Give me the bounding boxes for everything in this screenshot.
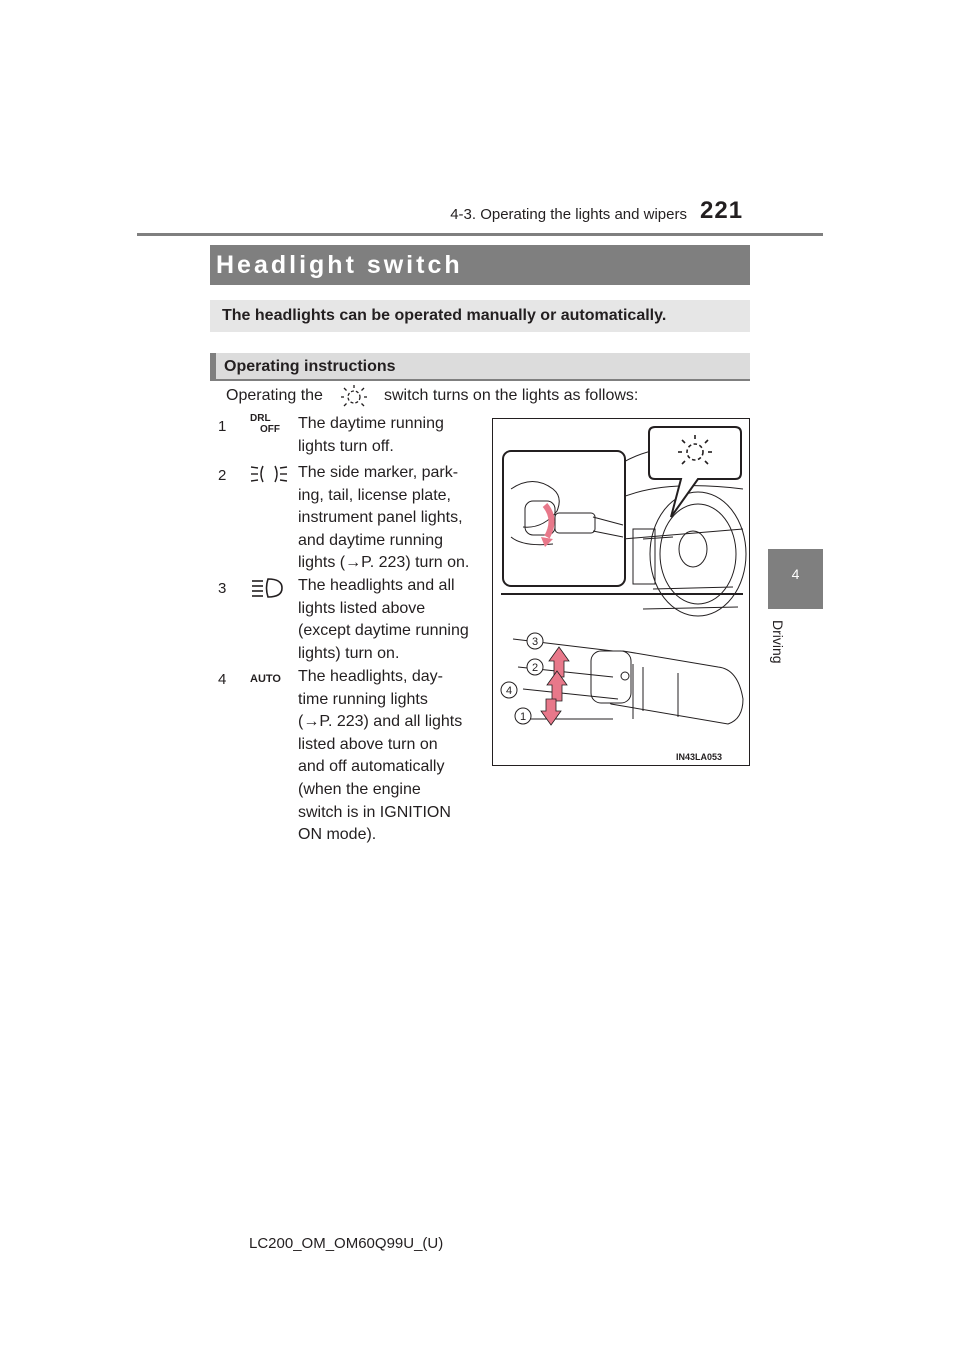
auto-icon: AUTO [250,673,281,685]
item-3-text [298,575,478,665]
item-line: (→P. 223) and all lights [298,713,463,731]
item-line: (except daytime running [298,622,469,640]
side-marker-lights-icon [250,462,288,486]
item-1-text [298,413,478,458]
headlight-switch-icon [340,384,368,410]
item-line: (when the engine [298,780,421,798]
item-number: 2 [218,467,227,484]
callout-label: 2 [531,662,539,674]
item-line: and daytime running [298,531,443,549]
item-line: The side marker, park- [298,464,459,481]
off-icon-label: OFF [260,424,280,435]
chapter-label-wrap [770,620,786,680]
headlight-switch-illustration [492,418,750,766]
header-section-title: 4-3. Operating the lights and wipers [450,206,687,223]
item-line: lights) turn on. [298,644,400,662]
item-line: lights listed above [298,599,426,617]
drl-icon-label: DRL [250,413,271,424]
item-2-text [298,462,478,575]
section-heading-accent [210,353,216,381]
item-line: instrument panel lights, [298,509,463,527]
illustration-svg [493,419,750,766]
intro-suffix: switch turns on the lights as follows: [384,387,639,404]
callout-label: 1 [519,711,527,723]
item-line: The daytime running [298,415,444,432]
item-line: time running lights [298,690,428,708]
item-line: lights turn off. [298,437,394,455]
item-number: 1 [218,418,227,435]
item-line: The headlights and all [298,577,455,594]
item-line: ON mode). [298,826,377,844]
item-line: and off automatically [298,758,445,776]
callout-label: 3 [531,636,539,648]
section-heading: Operating instructions [224,358,396,375]
item-number: 4 [218,671,227,688]
header-rule [137,233,823,236]
item-number: 3 [218,580,227,597]
headlights-icon [250,576,284,600]
callout-label: 4 [505,685,513,697]
chapter-number: 4 [791,566,800,582]
item-4-text [298,666,478,847]
drl-off-icon [250,414,286,440]
item-line: switch is in IGNITION [298,803,451,821]
item-line: lights (→P. 223) turn on. [298,554,470,572]
knob-inset [503,451,625,586]
item-line: listed above turn on [298,735,438,753]
item-line: The headlights, day- [298,668,443,685]
chapter-label: Driving [770,620,786,664]
figure-code: IN43LA053 [676,752,723,762]
callout-bubble [649,427,741,517]
item-line: ing, tail, license plate, [298,486,451,504]
page-number: 221 [700,197,744,224]
page-title: Headlight switch [216,251,463,279]
subtitle: The headlights can be operated manually or automatically. [222,307,667,324]
intro-prefix: Operating the [226,387,323,404]
footer-code: LC200_OM_OM60Q99U_(U) [249,1235,444,1252]
lever-arrows [541,647,569,725]
